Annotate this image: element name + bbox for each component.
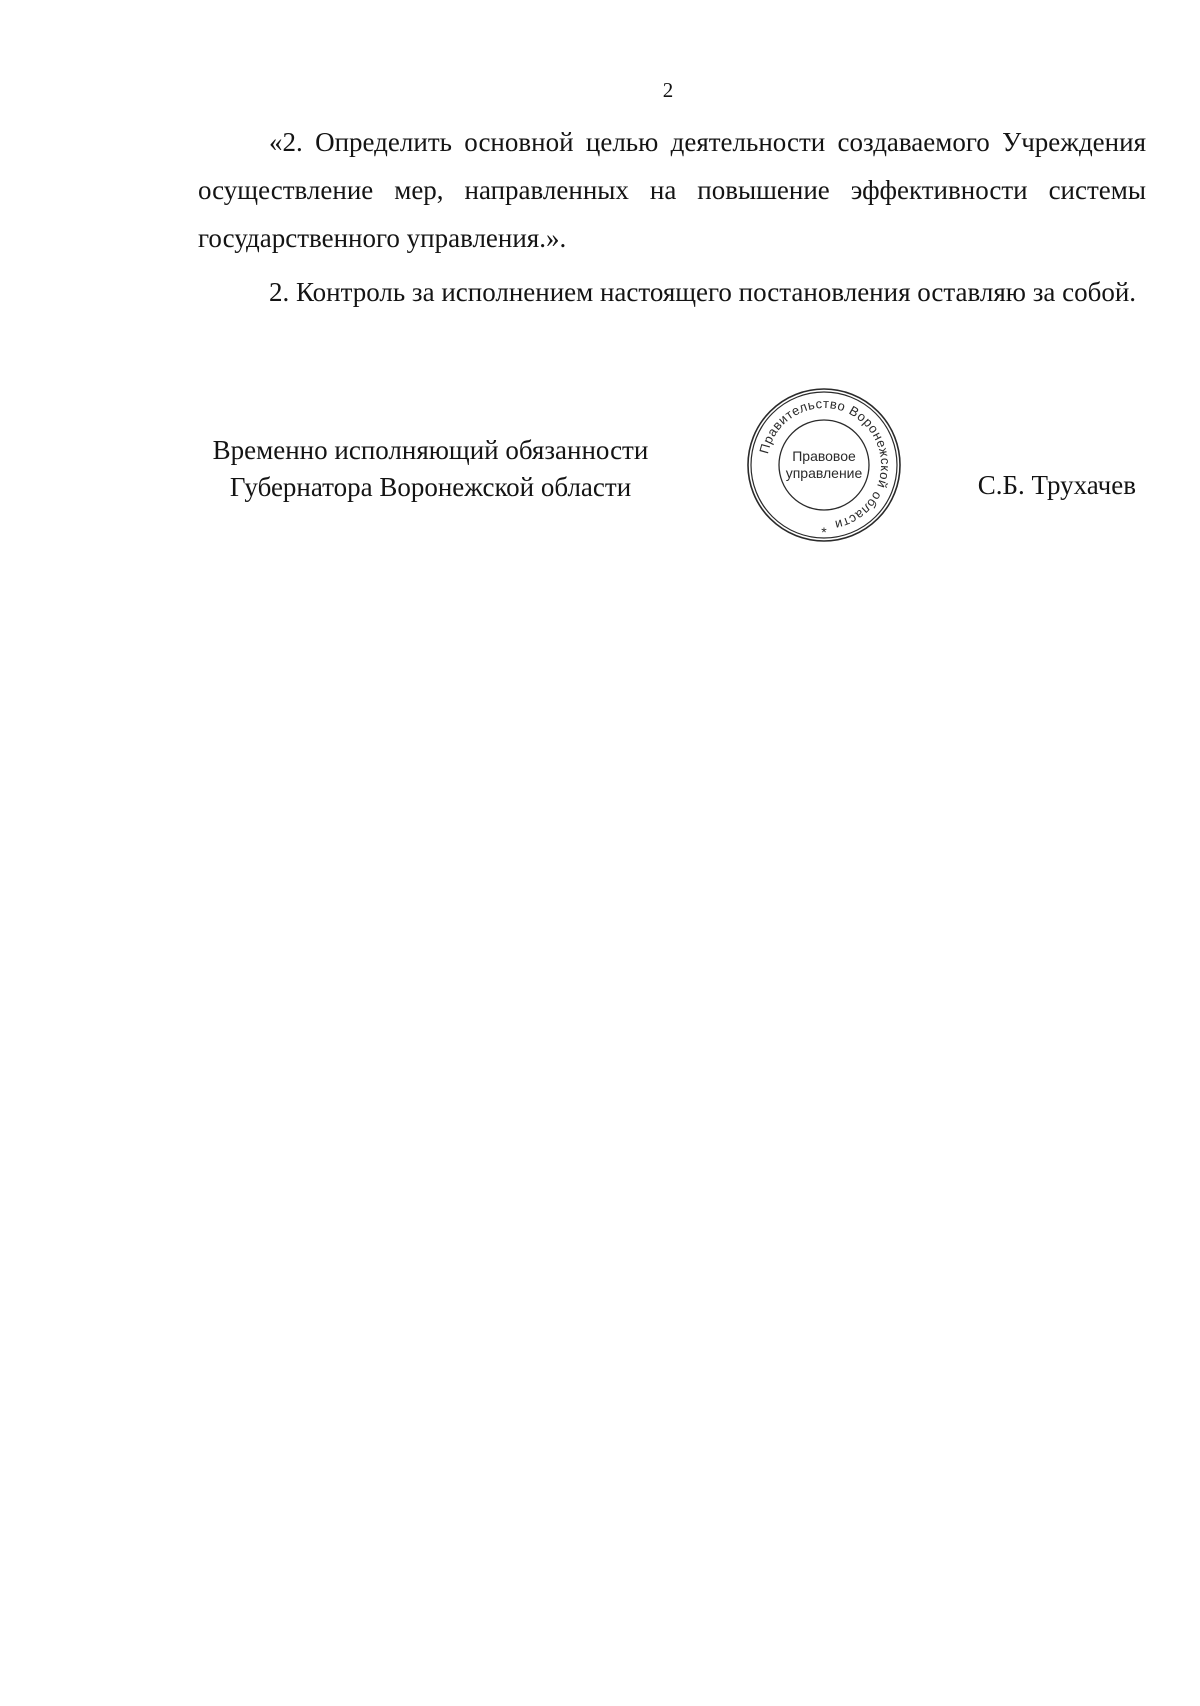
stamp-center-line2: управление — [785, 465, 863, 481]
signatory-name: С.Б. Трухачев — [977, 470, 1136, 500]
stamp-ring-text: Правительство Воронежской области — [756, 395, 894, 533]
paragraph-control: 2. Контроль за исполнением настоящего постановления оставляю за собой. — [269, 277, 1137, 307]
signatory-title-line2: Губернатора Воронежской области — [229, 472, 632, 502]
page-number: 2 — [662, 78, 674, 102]
stamp-star-mark: * — [821, 524, 827, 540]
signatory-title — [198, 432, 663, 506]
paragraph-purpose: «2. Определить основной целью деятельности создаваемого Учреждения осуществление мер, направленных на повышение эффективности системы государственного управления.». — [198, 127, 1146, 253]
stamp-center-line1: Правовое — [792, 448, 856, 464]
official-stamp — [744, 385, 904, 545]
signatory-title-line1: Временно исполняющий обязанности — [212, 435, 649, 465]
